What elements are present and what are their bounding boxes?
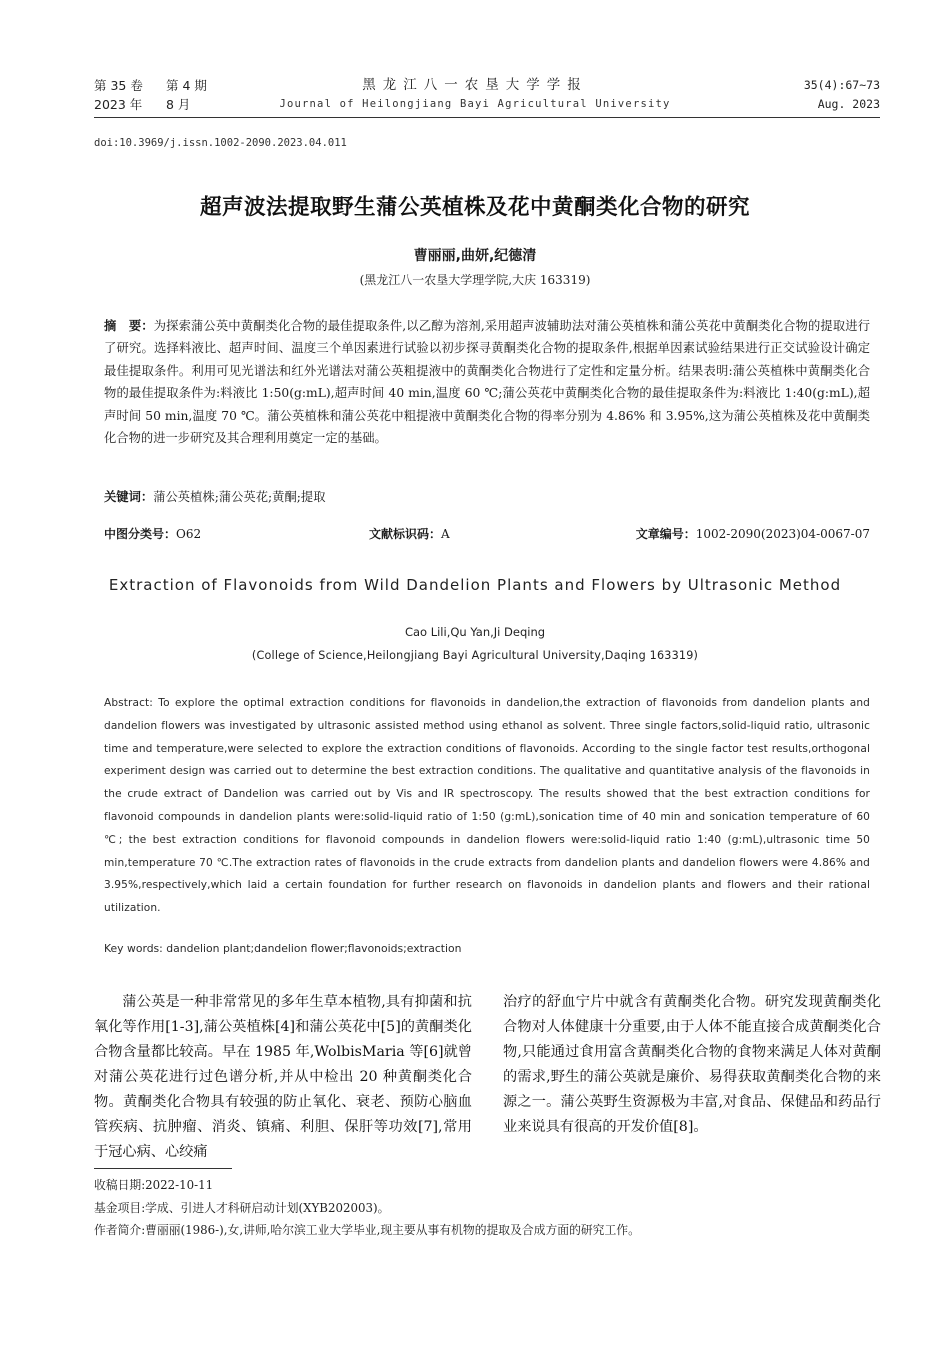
keywords-en-text: dandelion plant;dandelion flower;flavonoids;extraction bbox=[166, 942, 462, 955]
article-number-label: 文章编号： bbox=[635, 527, 696, 541]
abstract-cn-text: 为探索蒲公英中黄酮类化合物的最佳提取条件,以乙醇为溶剂,采用超声波辅助法对蒲公英植株和蒲公英花中黄酮类化合物的提取进行了研究。选择料液比、超声时间、温度三个单因素进行试验以初步探寻黄酮类化合物的提取条件,根据单因素试验结果进行正交试验设计确定最佳提取条件。利用可见光谱法和红外光谱法对蒲公英粗提液中的黄酮类化合物进行了定性和定量分析。结果表明:蒲公英植株中黄酮类化合物的最佳提取条件为:料液比 1:50(g:mL),超声时间 40 min,温度 60 ℃;蒲公英花中黄酮类化合物的最佳提取条件为:料液比 1:40(g:mL),超声时间 50 min,温度 70 ℃。蒲公英植株和蒲公英花中粗提液中黄酮类化合物的得率分别为 4.86% 和 3.95%,这为蒲公英植株及花中黄酮类化合物的进一步研究及其合理利用奠定一定的基础。 bbox=[104, 319, 870, 446]
footnote-author-bio: 作者简介:曹丽丽(1986-),女,讲师,哈尔滨工业大学毕业,现主要从事有机物的提取及合成方面的研究工作。 bbox=[94, 1223, 640, 1238]
paper-title-en: Extraction of Flavonoids from Wild Dandelion Plants and Flowers by Ultrasonic Method bbox=[108, 576, 842, 594]
clc-number bbox=[104, 525, 201, 542]
article-number-value: 1002-2090(2023)04-0067-07 bbox=[695, 527, 870, 541]
header-date-en: Aug. 2023 bbox=[817, 97, 880, 111]
header-divider bbox=[94, 117, 880, 118]
doc-code-value: A bbox=[441, 527, 450, 541]
header-pages-info bbox=[804, 76, 880, 114]
abstract-cn-label: 摘 要： bbox=[104, 319, 154, 333]
paper-title: 超声波法提取野生蒲公英植株及花中黄酮类化合物的研究 bbox=[199, 195, 750, 220]
paper-affiliation-en: (College of Science,Heilongjiang Bayi Agricultural University,Daqing 163319) bbox=[251, 649, 699, 662]
keywords-cn-text: 蒲公英植株;蒲公英花;黄酮;提取 bbox=[153, 490, 326, 504]
abstract-en bbox=[104, 692, 870, 920]
abstract-en-label: Abstract: bbox=[104, 697, 153, 709]
footnote-received: 收稿日期:2022-10-11 bbox=[94, 1178, 214, 1192]
keywords-en-label: Key words: bbox=[104, 942, 163, 955]
footnotes bbox=[94, 1174, 884, 1242]
footnote-divider bbox=[94, 1168, 232, 1169]
paper-authors-en: Cao Lili,Qu Yan,Ji Deqing bbox=[404, 625, 546, 639]
header-issue: 第 4 期 bbox=[166, 78, 207, 93]
clc-value: O62 bbox=[176, 527, 202, 541]
abstract-cn bbox=[104, 315, 870, 449]
abstract-en-text: To explore the optimal extraction conditions for flavonoids in dandelion,the extraction of flavonoids from dandelion plants and dandelion flowers was investigated by ultrasonic assisted method using ethanol as solvent. Three single factors,solid-liquid ratio, ultrasonic time and temperature,were selected to explore the extraction conditions of flavonoids. According to the single factor test results,orthogonal experiment design was carried out to determine the best extraction conditions. The qualitative and quantitative analysis of the flavonoids in the crude extract of Dandelion was carried out by Vis and IR spectroscopy. The results showed that the best extraction conditions for flavonoid compounds in dandelion plants were:solid-liquid ratio of 1:50 (g:mL),sonication time of 40 min and sonication temperature of 60 ℃; the best extraction conditions for flavonoid compounds in dandelion flowers were:solid-liquid ratio 1:40 (g:mL),ultrasonic time 50 min,temperature 70 ℃.The extraction rates of flavonoids in the crude extracts from dandelion plants and dandelion flowers were 4.86% and 3.95%,respectively,which laid a certain foundation for further research on flavonoids in dandelion plants and flowers and their rational utilization. bbox=[104, 697, 871, 915]
doc-code-label: 文献标识码： bbox=[369, 527, 442, 541]
header-year: 2023 年 bbox=[94, 97, 143, 112]
journal-name-en: Journal of Heilongjiang Bayi Agricultural University bbox=[279, 98, 671, 110]
journal-name-cn: 黑龙江八一农垦大学学报 bbox=[362, 77, 588, 93]
keywords-cn-label: 关键词： bbox=[104, 490, 154, 504]
header-month: 8 月 bbox=[166, 97, 191, 112]
body-column-left: 蒲公英是一种非常常见的多年生草本植物,具有抑菌和抗氧化等作用[1-3],蒲公英植株[4]和蒲公英花中[5]的黄酮类化合物含量都比较高。早在 1985 年,WolbisMaria 等[6]就曾对蒲公英花进行过色谱分析,并从中检出 20 种黄酮类化合物。黄酮类化合物具有较强的防止氧化、衰老、预防心脑血管疾病、抗肿瘤、消炎、镇痛、利胆、保肝等功效[7],常用于冠心病、心绞痛 bbox=[94, 994, 472, 1160]
header-volume: 第 35 卷 bbox=[94, 78, 143, 93]
body-column-right: 治疗的舒血宁片中就含有黄酮类化合物。研究发现黄酮类化合物对人体健康十分重要,由于人体不能直接合成黄酮类化合物,只能通过食用富含黄酮类化合物的食物来满足人体对黄酮的需求,野生的蒲公英就是廉价、易得获取黄酮类化合物的来源之一。蒲公英野生资源极为丰富,对食品、保健品和药品行业来说具有很高的开发价值[8]。 bbox=[503, 994, 881, 1135]
clc-label: 中图分类号： bbox=[104, 527, 177, 541]
article-number bbox=[636, 525, 870, 542]
header-pages: 35(4):67~73 bbox=[803, 78, 880, 92]
doi: doi:10.3969/j.issn.1002-2090.2023.04.011 bbox=[94, 137, 347, 149]
paper-affiliation: (黑龙江八一农垦大学理学院,大庆 163319) bbox=[359, 273, 591, 287]
document-code bbox=[369, 525, 450, 542]
paper-authors: 曹丽丽,曲妍,纪德清 bbox=[413, 248, 537, 264]
keywords-en bbox=[104, 942, 462, 955]
keywords-cn bbox=[104, 487, 326, 505]
footnote-fund: 基金项目:学成、引进人才科研启动计划(XYB202003)。 bbox=[94, 1200, 390, 1215]
